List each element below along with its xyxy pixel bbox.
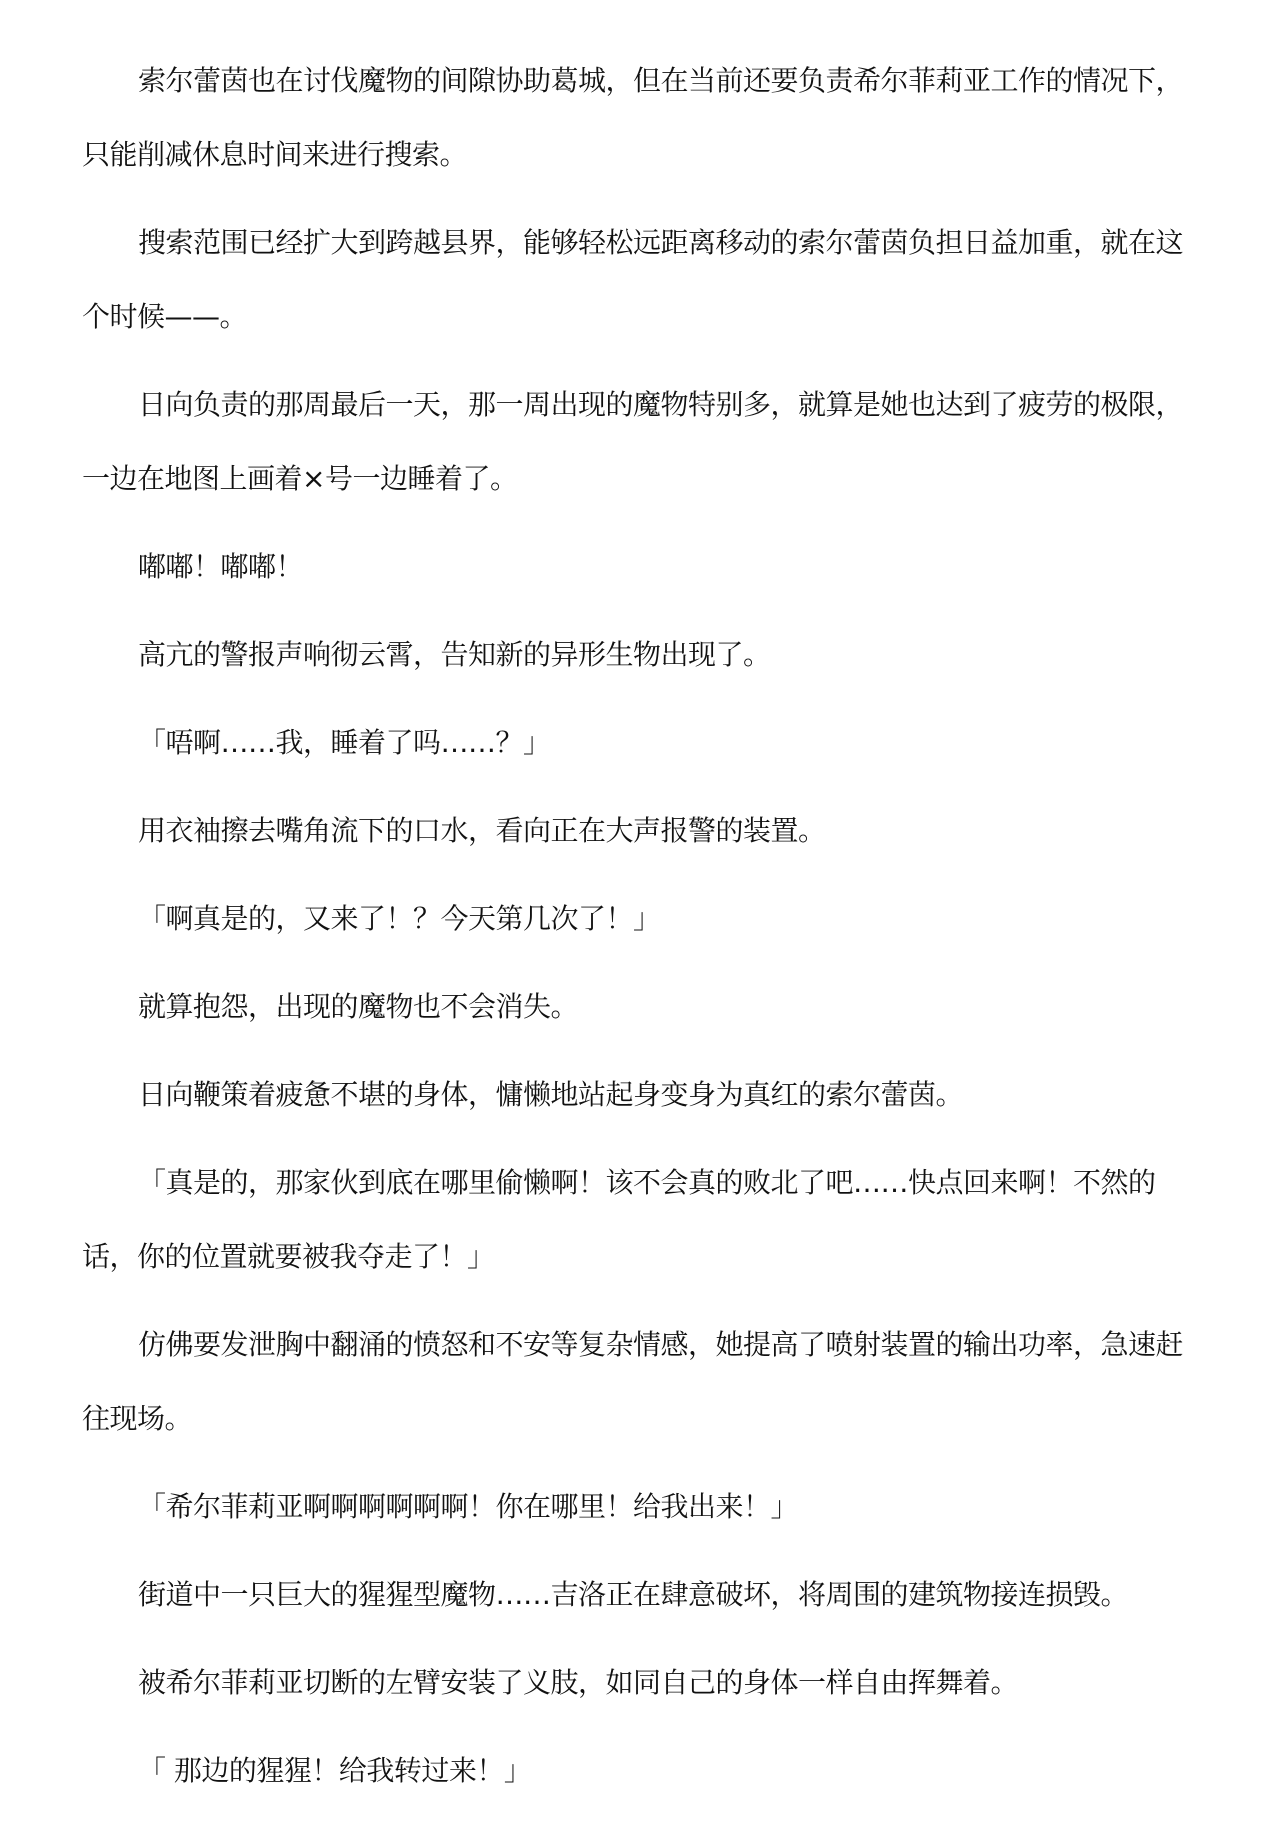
paragraph: 用衣袖擦去嘴角流下的口水，看向正在大声报警的装置。 bbox=[138, 814, 826, 847]
document-page bbox=[82, 44, 1192, 1822]
paragraph: 「希尔菲莉亚啊啊啊啊啊啊！你在哪里！给我出来！」 bbox=[138, 1490, 799, 1523]
paragraph: 日向负责的那周最后一天，那一周出现的魔物特别多，就算是她也达到了疲劳的极限，一边在地图上画着×号一边睡着了。 bbox=[82, 388, 1184, 495]
paragraph: 「啊真是的，又来了！？今天第几次了！」 bbox=[138, 902, 661, 935]
paragraph: 索尔蕾茵也在讨伐魔物的间隙协助葛城，但在当前还要负责希尔菲莉亚工作的情况下，只能削减休息时间来进行搜索。 bbox=[82, 64, 1184, 171]
paragraph: 「唔啊……我，睡着了吗……？」 bbox=[138, 726, 551, 759]
paragraph: 日向鞭策着疲惫不堪的身体，慵懒地站起身变身为真红的索尔蕾茵。 bbox=[138, 1078, 964, 1111]
paragraph: 仿佛要发泄胸中翻涌的愤怒和不安等复杂情感，她提高了喷射装置的输出功率，急速赶往现场。 bbox=[82, 1328, 1184, 1435]
paragraph: 就算抱怨，出现的魔物也不会消失。 bbox=[138, 990, 579, 1023]
paragraph: 街道中一只巨大的猩猩型魔物……吉洛正在肆意破坏，将周围的建筑物接连损毁。 bbox=[138, 1578, 1129, 1611]
paragraph: 「 那边的猩猩！给我转过来！」 bbox=[138, 1754, 532, 1787]
paragraph: 搜索范围已经扩大到跨越县界，能够轻松远距离移动的索尔蕾茵负担日益加重，就在这个时候——。 bbox=[82, 226, 1184, 333]
paragraph: 嘟嘟！嘟嘟！ bbox=[138, 550, 304, 583]
paragraph: 高亢的警报声响彻云霄，告知新的异形生物出现了。 bbox=[138, 638, 771, 671]
paragraph: 「真是的，那家伙到底在哪里偷懒啊！该不会真的败北了吧……快点回来啊！不然的话，你的位置就要被我夺走了！」 bbox=[82, 1166, 1156, 1273]
paragraph: 被希尔菲莉亚切断的左臂安装了义肢，如同自己的身体一样自由挥舞着。 bbox=[138, 1666, 1019, 1699]
